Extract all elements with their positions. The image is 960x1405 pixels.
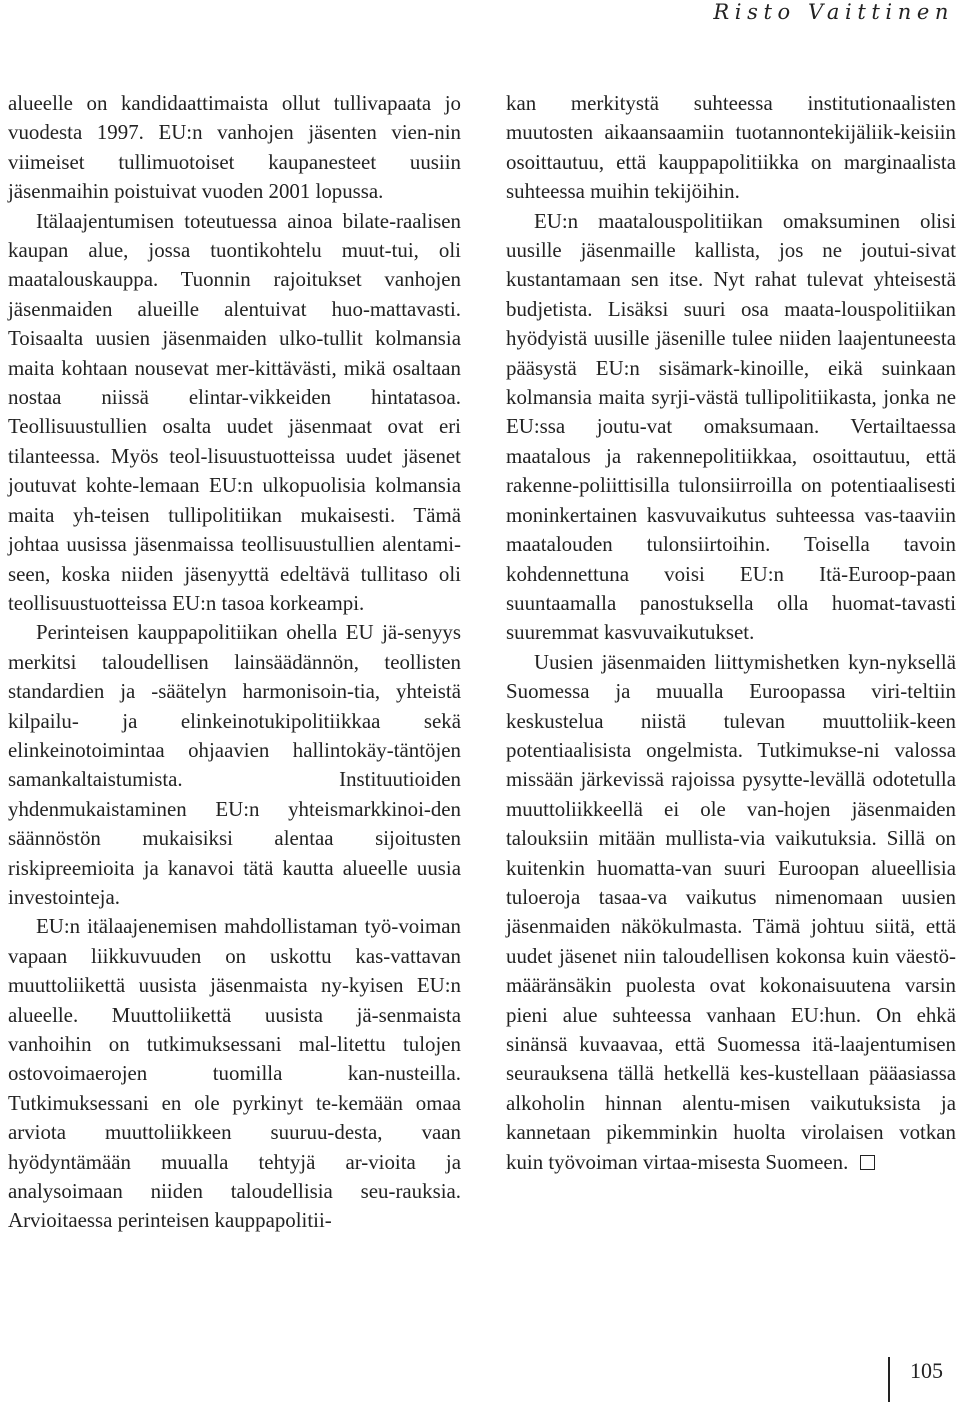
paragraph: EU:n maatalouspolitiikan omaksuminen olisi uusille jäsenmaille kallista, jos ne joutui-sivat kustantamaan sen itse. Nyt rahat tulevat yhteisestä budjetista. Lisäksi suuri osa maata-louspolitiikan hyödyistä uusille jäsenille tulee niiden laajentuneesta pääsystä EU:n sisämark-kinoille, eikä suinkaan kolmansia maita syrji-västä tullipolitiikasta, jonka ne EU:ssa joutu-vat omaksumaan. Vertailtaessa maatalous ja rakennepolitiikkaa, osoittautuu, että rakenne-poliittisilla tulonsiirroilla on potentiaalisesti moninkertainen kasvuvaikutus suhteessa vas-taaviin maatalouden tulonsiirtoihin. Toisella tavoin kohdennettuna voisi EU:n Itä-Euroop-paan suuntaamalla panostuksella olla huomat-tavasti suuremmat kasvuvaikutukset. <box>506 208 956 645</box>
paragraph: alueelle on kandidaattimaista ollut tullivapaata jo vuodesta 1997. EU:n vanhojen jäsenten vien-nin viimeiset tullimuotoiset kaupanesteet uusiin jäsenmaihin poistuivat vuoden 2001 lopussa. <box>8 91 461 204</box>
paragraph: Perinteisen kauppapolitiikan ohella EU jä-senyys merkitsi taloudellisen lainsäädännön, teollisten standardien ja -säätelyn harmonisoin-tia, yhteistä kilpailu- ja elinkeinotukipolitiikkaa sekä elinkeinotoimintaa ohjaavien hallintokäy-täntöjen samankaltaistumista. Instituutioiden yhdenmukaistaminen EU:n yhteismarkkinoi-den säännöstön mukaisiksi alentaa sijoitusten riskipreemioita ja kanavoi tätä kautta alueelle uusia investointeja. <box>8 620 461 909</box>
paragraph-final <box>506 648 956 1177</box>
page-number: 105 <box>910 1358 943 1383</box>
paragraph: Itälaajentumisen toteutuessa ainoa bilate-raalisen kaupan alue, jossa tuontikohtelu muut-tui, oli maatalouskauppa. Tuonnin rajoitukset vanhojen jäsenmaiden alueille alentuivat huo-mattavasti. Toisaalta uusien jäsenmaiden ulko-tullit kolmansia maita kohtaan nousevat mer-kittävästi, mikä osaltaan nostaa niissä elintar-vikkeiden hintatasoa. Teollisuustullien osalta uudet jäsenmaat ovat eri tilanteessa. Myös teol-lisuustuotteissa uudet jäsenet joutuvat kohte-lemaan EU:n ulkopuolisia kolmansia maita yh-teisen tullipolitiikan mukaisesti. Tämä johtaa uusissa jäsenmaissa teollisuustullien alentami-seen, koska niiden jäsenyyttä edeltävä tullitaso oli teollisuustuotteissa EU:n tasoa korkeampi. <box>8 208 461 615</box>
left-column <box>8 89 461 1236</box>
running-header: Risto Vaittinen <box>713 0 954 24</box>
page-number-rule <box>888 1357 890 1402</box>
paragraph: EU:n itälaajenemisen mahdollistaman työ-voiman vapaan liikkuvuuden on uskottu kas-vattavan muuttoliikettä uusista jäsenmaista ny-kyisen EU:n alueelle. Muuttoliikettä uusista jä-senmaista vanhoihin on tutkimuksessani mal-litettu tulojen ostovoimaerojen tuomilla kan-nusteilla. Tutkimuksessani en ole pyrkinyt te-kemään omaa arviota muuttoliikkeen suuruu-desta, vaan hyödyntämään muualla tehtyjä ar-vioita ja analysoimaan niiden taloudellisia seu-rauksia. Arvioitaessa perinteisen kauppapolitii- <box>8 914 461 1233</box>
right-column <box>506 89 956 1177</box>
paragraph-text: Uusien jäsenmaiden liittymishetken kyn-nyksellä Suomessa ja muualla Euroopassa viri-teltiin keskustelua niistä tulevan muuttoliik-keen potentiaalisista ongelmista. Tutkimukse-ni valossa missään järkevissä rajoissa pysytte-levällä odotetulla muuttoliikkeellä ei ole van-hojen jäsenmaiden talouksiin mitään mullista-via vaikutuksia. Sillä on kuitenkin huomatta-van suuri Euroopan alueellisia tuloeroja tasaa-va vaikutus nimenomaan uusien jäsenmaiden näkökulmasta. Tämä johtuu siitä, että uudet jäsenet niin taloudellisen kokonsa kuin väestö-määränsäkin puolesta ovat kokonaisuutena varsin pieni alue suhteessa vanhaan EU:hun. On ehkä sinänsä kuvaavaa, että Suomessa itä-laajentumisen seurauksena tällä hetkellä kes-kustellaan pääasiassa alkoholin hinnan alentu-misen vaikutuksista ja kannetaan pikemminkin huolta virolaisen votkan kuin työvoiman virtaa-misesta Suomeen. <box>506 649 956 1174</box>
paragraph: kan merkitystä suhteessa institutionaalisten muutosten aikaansaamiin tuotannontekijäliik-keisiin osoittautuu, että kauppapolitiikka on marginaalista suhteessa muihin tekijöihin. <box>506 91 956 204</box>
end-of-article-square-icon <box>860 1155 875 1170</box>
